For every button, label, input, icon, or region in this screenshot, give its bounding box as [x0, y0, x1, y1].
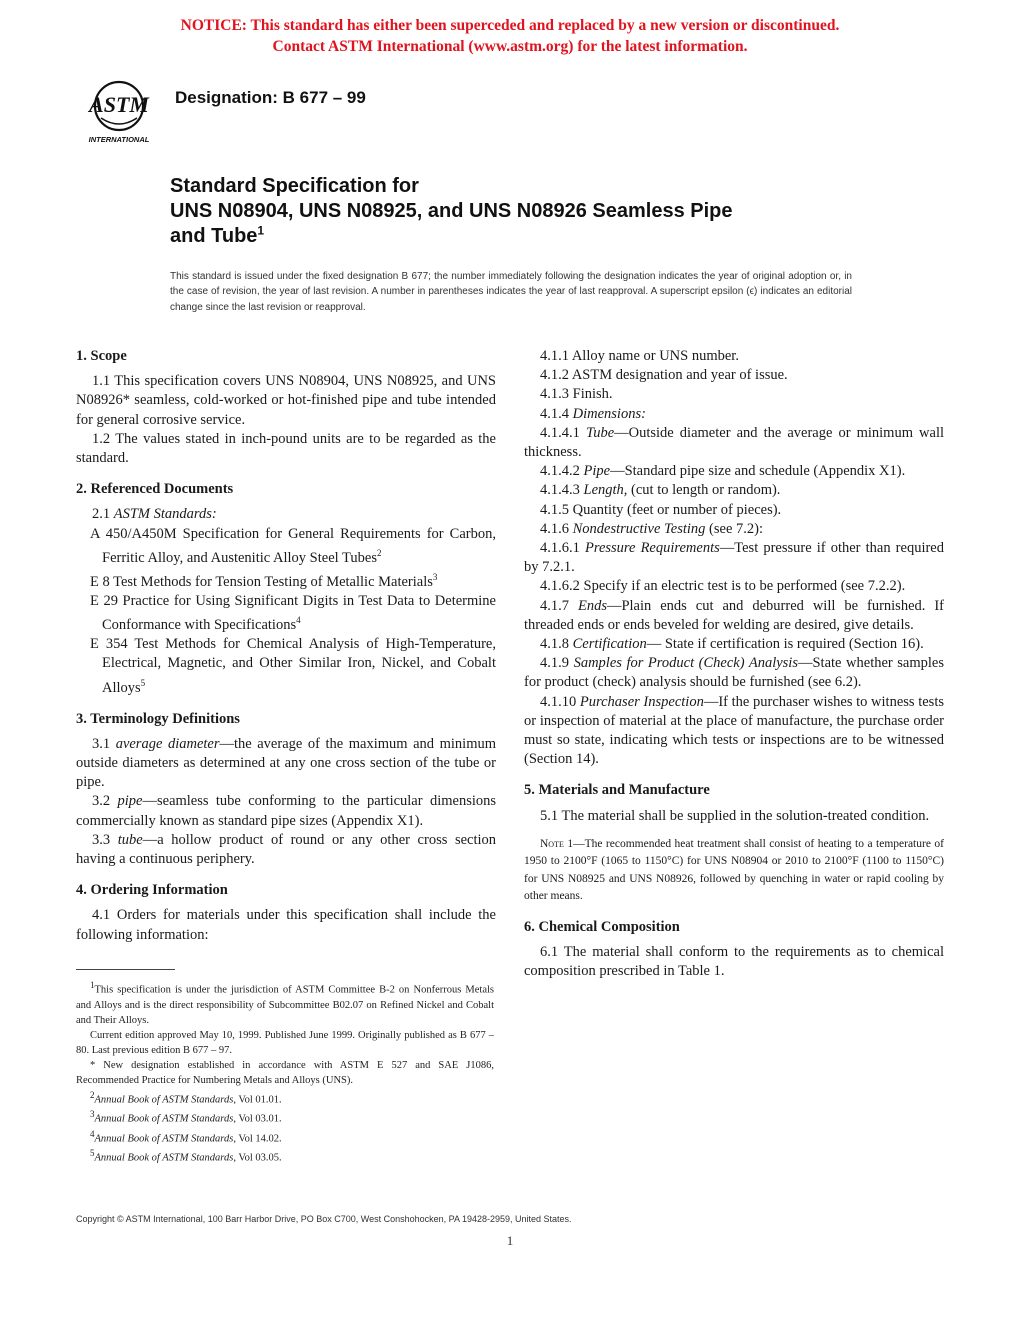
footnote-1 — [76, 978, 494, 1028]
paragraph-4-1-7 — [524, 597, 944, 635]
title-line-2: UNS N08904, UNS N08925, and UNS N08926 Seamless Pipe — [170, 200, 733, 222]
item-text: —Outside diameter and the average or minimum wall thickness. — [524, 424, 944, 461]
paragraph-3-1 — [76, 735, 496, 793]
paragraph-4-1-6 — [524, 520, 944, 539]
paragraph-4-1-6-1 — [524, 539, 944, 577]
definition-text: —seamless tube conforming to the particular dimensions commercially known as standard pipe sizes (Appendix X1). — [76, 793, 497, 829]
title-line-3-text: and Tube — [170, 225, 258, 247]
paragraph-1-2: 1.2 The values stated in inch-pound units are to be regarded as the standard. — [76, 430, 496, 467]
section-5-heading: 5. Materials and Manufacture — [524, 782, 710, 799]
footnote-source: Annual Book of ASTM Standards — [94, 1113, 234, 1125]
footnote-text: , Vol 14.02. — [233, 1133, 282, 1144]
paragraph-number: 4.1.9 — [540, 655, 574, 672]
paragraph-1-1: 1.1 This specification covers UNS N08904, UNS N08925, and UNS N08926* seamless, cold-worked or hot-finished pipe and tube intended for general corrosive service. — [76, 373, 496, 428]
paragraph-number: 3.1 — [92, 735, 116, 752]
astm-logo — [74, 78, 164, 146]
item-term: Pipe — [583, 463, 611, 480]
copyright-line: Copyright © ASTM International, 100 Barr Harbor Drive, PO Box C700, West Conshohocken, PA 19428-2959, United States. — [76, 1214, 572, 1224]
reference-text: E 8 Test Methods for Tension Testing of Metallic Materials — [90, 573, 433, 590]
paragraph-number: 3.3 — [92, 831, 118, 848]
item-text: — State if certification is required (Section 16). — [646, 636, 924, 653]
footnote-mark: 2 — [90, 1089, 95, 1100]
defined-term: tube — [117, 831, 143, 848]
paragraph-4-1-4 — [524, 405, 944, 424]
footnote-text: This specification is under the jurisdiction of ASTM Committee B-2 on Nonferrous Metals and Alloys and is the direct responsibility of Subcommittee B02.07 on Refined Nickel and Cobalt and Their Alloys. — [76, 984, 494, 1026]
title-line-1: Standard Specification for — [170, 175, 419, 197]
footnote-mark: 2 — [376, 547, 382, 558]
right-column — [524, 347, 944, 981]
section-1-heading: 1. Scope — [76, 348, 127, 364]
reference-text: E 29 Practice for Using Significant Digits in Test Data to Determine Conformance with Specifications — [90, 592, 496, 633]
footnote-mark: 3 — [432, 571, 438, 582]
paragraph-4-1-3: 4.1.3 Finish. — [540, 386, 613, 403]
document-title — [170, 174, 930, 249]
paragraph-number: 4.1.8 — [540, 636, 573, 653]
notice-banner — [0, 15, 1020, 57]
paragraph-6-1: 6.1 The material shall conform to the requirements as to chemical composition prescribed in Table 1. — [524, 944, 944, 980]
footnote-source: Annual Book of ASTM Standards — [94, 1133, 234, 1144]
paragraph-4-1: 4.1 Orders for materials under this specification shall include the following information: — [76, 907, 496, 943]
defined-term: average diameter — [115, 735, 220, 752]
paragraph-4-1-4-3 — [524, 481, 944, 500]
logo-text: ASTM — [89, 92, 149, 117]
item-term: Nondestructive Testing — [572, 520, 706, 537]
item-text: —Plain ends cut and deburred will be furnished. If threaded ends or ends beveled for welding are desired, give details. — [524, 597, 945, 633]
reference-text: E 354 Test Methods for Chemical Analysis of High-Temperature, Electrical, Magnetic, and Other Similar Iron, Nickel, and Cobalt Alloys — [90, 636, 496, 696]
designation: Designation: B 677 – 99 — [175, 88, 366, 107]
paragraph-number: 3.2 — [92, 793, 118, 810]
item-text: —Test pressure if other than required by 7.2.1. — [524, 540, 944, 576]
footnote-2 — [76, 1088, 494, 1108]
footnote-mark: 3 — [90, 1109, 95, 1119]
paragraph-number: 2.1 — [92, 506, 114, 523]
paragraph-4-1-9 — [524, 654, 944, 692]
note-text: —The recommended heat treatment shall consist of heating to a temperature of 1950 to 2100°F (1065 to 1150°C) for UNS N08904 or 2010 to 2100°F (1100 to 1150°C) for UNS N08925 and UNS N08926, followed by quenching in water or rapid cooling by other means. — [524, 837, 944, 903]
footnote-mark: 1 — [90, 980, 95, 990]
paragraph-number: 4.1.6 — [540, 520, 573, 537]
item-term: Tube — [585, 424, 615, 441]
item-term: Certification — [572, 636, 647, 653]
paragraph-4-1-5: 4.1.5 Quantity (feet or number of pieces). — [540, 501, 782, 518]
section-6-heading: 6. Chemical Composition — [524, 918, 680, 935]
paragraph-4-1-6-2: 4.1.6.2 Specify if an electric test is to be performed (see 7.2.2). — [540, 578, 906, 595]
reference-text: A 450/A450M Specification for General Requirements for Carbon, Ferritic Alloy, and Austenitic Alloy Steel Tubes — [90, 525, 496, 566]
reference-e29 — [76, 592, 496, 635]
footnote-source: Annual Book of ASTM Standards — [94, 1152, 234, 1164]
notice-line-1: NOTICE: This standard has either been superceded and replaced by a new version or discontinued. — [180, 17, 840, 34]
paragraph-number: 4.1.10 — [540, 693, 580, 710]
defined-term: pipe — [117, 793, 143, 810]
footnote-4 — [76, 1127, 494, 1147]
definition-text: —the average of the maximum and minimum outside diameters as determined at any one cross section of the tube or pipe. — [76, 735, 496, 791]
item-term: Samples for Product (Check) Analysis — [573, 655, 798, 672]
paragraph-4-1-4-1 — [524, 424, 944, 462]
logo-subtext: INTERNATIONAL — [88, 135, 150, 144]
footnote-star: * New designation established in accordance with ASTM E 527 and SAE J1086, Recommended Practice for Numbering Metals and Alloys (UNS). — [76, 1059, 494, 1086]
paragraph-4-1-2: 4.1.2 ASTM designation and year of issue. — [540, 367, 788, 384]
paragraph-2-1 — [76, 505, 496, 524]
left-column — [76, 347, 496, 945]
item-term: Length, — [583, 482, 628, 499]
reference-e8 — [76, 568, 496, 592]
section-3-heading: 3. Terminology Definitions — [76, 710, 240, 727]
note-1 — [524, 836, 944, 906]
paragraph-5-1: 5.1 The material shall be supplied in the solution-treated condition. — [540, 807, 930, 824]
item-term: Pressure Requirements — [584, 540, 720, 557]
item-term: Ends — [577, 597, 607, 614]
paragraph-4-1-8 — [524, 635, 944, 654]
footnote-text: , Vol 03.05. — [233, 1152, 282, 1164]
definition-text: —a hollow product of round or any other cross section having a continuous periphery. — [76, 831, 497, 867]
reference-e354 — [76, 635, 496, 697]
footnote-divider — [76, 969, 175, 970]
footnote-source: Annual Book of ASTM Standards — [94, 1094, 234, 1105]
notice-line-2: Contact ASTM International (www.astm.org) for the latest information. — [272, 38, 748, 55]
paragraph-3-2 — [76, 792, 496, 830]
footnote-text: , Vol 03.01. — [233, 1113, 282, 1125]
title-footnote-mark: 1 — [257, 223, 265, 238]
item-text: (see 7.2): — [705, 520, 763, 537]
paragraph-number: 4.1.4 — [540, 405, 573, 422]
section-2-heading: 2. Referenced Documents — [76, 481, 234, 498]
footnote-mark: 4 — [296, 615, 301, 626]
item-term: Purchaser Inspection — [579, 693, 704, 710]
item-text: —State whether samples for product (check) analysis should be furnished (see 6.2). — [524, 655, 945, 691]
footnote-mark: 5 — [90, 1148, 95, 1158]
note-label: Note 1 — [540, 837, 574, 850]
footnote-mark: 4 — [90, 1128, 95, 1139]
reference-a450 — [76, 525, 496, 568]
paragraph-4-1-10 — [524, 693, 944, 770]
item-text: (cut to length or random). — [627, 482, 781, 499]
footnote-5 — [76, 1146, 494, 1166]
page-number: 1 — [506, 1233, 514, 1248]
paragraph-3-3 — [76, 831, 496, 869]
paragraph-number: 4.1.7 — [540, 597, 578, 614]
paragraph-4-1-1: 4.1.1 Alloy name or UNS number. — [540, 348, 739, 364]
item-text: —Standard pipe size and schedule (Appendix X1). — [610, 463, 906, 480]
paragraph-number: 4.1.4.3 — [540, 482, 584, 499]
footnote-3 — [76, 1107, 494, 1127]
footnote-text: , Vol 01.01. — [233, 1094, 282, 1105]
item-term: Dimensions: — [572, 405, 646, 422]
footnotes — [76, 978, 494, 1166]
section-4-heading: 4. Ordering Information — [76, 882, 228, 899]
paragraph-number: 4.1.4.1 — [540, 424, 586, 441]
paragraph-number: 4.1.4.2 — [540, 463, 584, 480]
title-line-3 — [170, 224, 930, 249]
paragraph-number: 4.1.6.1 — [540, 540, 585, 557]
paragraph-4-1-4-2 — [524, 462, 944, 481]
item-text: —If the purchaser wishes to witness tests or inspection of material at the place of manufacture, the purchase order must so state, indicating which tests or inspections are to be witnessed (Section 14). — [524, 693, 944, 768]
issuance-note: This standard is issued under the fixed designation B 677; the number immediately following the designation indicates the year of original adoption or, in the case of revision, the year of last revision. A number in parentheses indicates the year of last reapproval. A superscript epsilon (ϵ) indicates an editorial change since the last revision or reapproval. — [170, 271, 852, 313]
footnote-mark: 5 — [140, 677, 146, 688]
footnote-1-continued: Current edition approved May 10, 1999. Published June 1999. Originally published as B 677 – 80. Last previous edition B 677 – 97. — [76, 1029, 494, 1056]
astm-standards-label: ASTM Standards: — [113, 506, 217, 523]
